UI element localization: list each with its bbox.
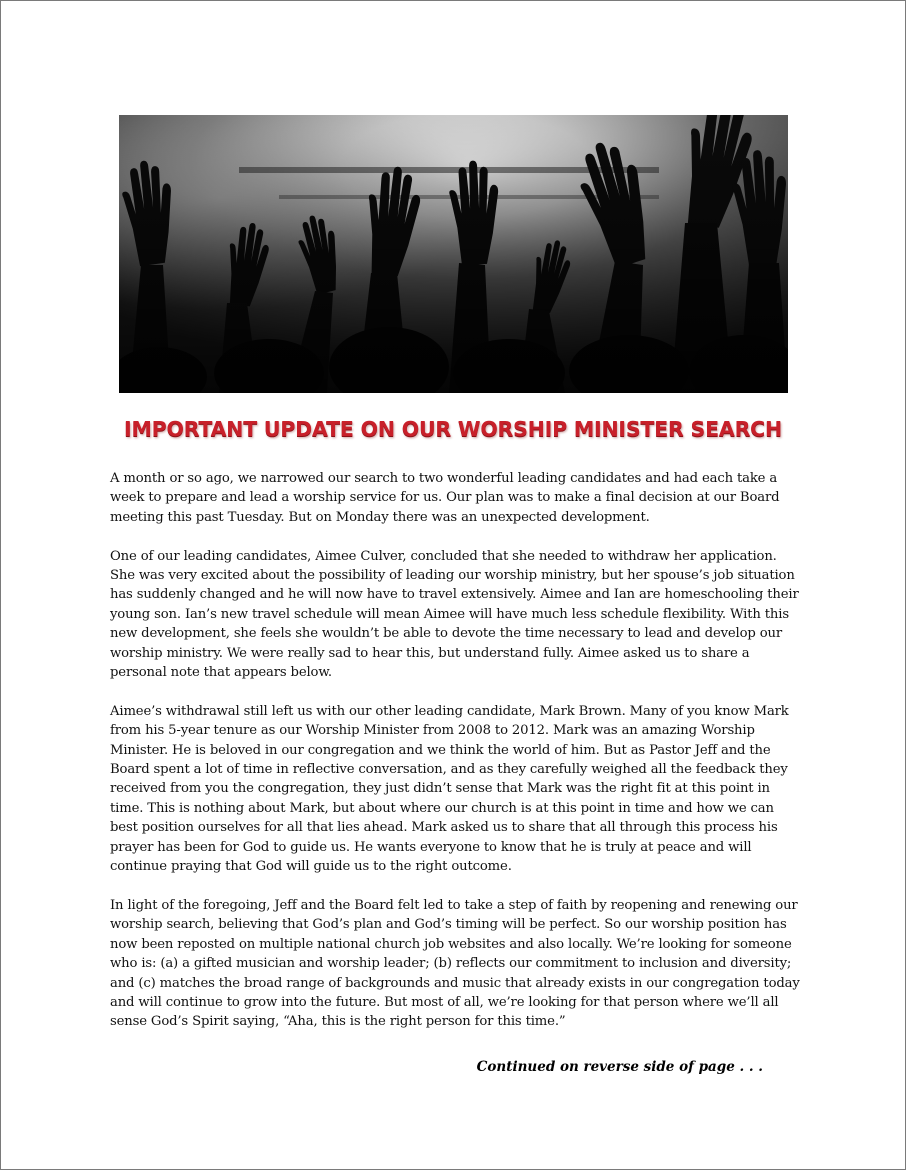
worship-hands-image <box>119 115 788 393</box>
paragraph: One of our leading candidates, Aimee Culver, concluded that she needed to withdraw her application. She was very excited about the possibility of leading our worship ministry, but her spouse’s job situation has suddenly changed and he will now have to travel extensively. Aimee and Ian are homeschooling their young son. Ian’s new travel schedule will mean Aimee will have much less schedule flexibility. With this new development, she feels she wouldn’t be able to devote the time necessary to lead and develop our worship ministry. We were really sad to hear this, but understand fully. Aimee asked us to share a personal note that appears below. <box>110 548 799 681</box>
paragraph: Aimee’s withdrawal still left us with our other leading candidate, Mark Brown. Many of you know Mark from his 5-year tenure as our Worship Minister from 2008 to 2012. Mark was an amazing Worship Minister. He is beloved in our congregation and we think the world of him. But as Pastor Jeff and the Board spent a lot of time in reflective conversation, and as they carefully weighed all the feedback they received from you the congregation, they just didn’t sense that Mark was the right fit at this point in time. This is nothing about Mark, but about where our church is at this point in time and how we can best position ourselves for all that lies ahead. Mark asked us to share that all through this process his prayer has been for God to guide us. He wants everyone to know that he is truly at peace and will continue praying that God will guide us to the right outcome. <box>110 703 789 875</box>
paragraph: In light of the foregoing, Jeff and the Board felt led to take a step of faith by reopening and renewing our worship search, believing that God’s plan and God’s timing will be perfect. So our worship position has now been reposted on multiple national church job websites and also locally. We’re looking for someone who is: (a) a gifted musician and worship leader; (b) reflects our commitment to inclusion and diversity; and (c) matches the broad range of backgrounds and music that already exists in our congregation today and will continue to grow into the future. But most of all, we’re looking for that person where we’ll all sense God’s Spirit saying, “Aha, this is the right person for this time.” <box>110 897 800 1030</box>
article-body <box>110 469 800 1051</box>
paragraph: A month or so ago, we narrowed our search to two wonderful leading candidates and had each take a week to prepare and lead a worship service for us. Our plan was to make a final decision at our Board meeting this past Tuesday. But on Monday there was an unexpected development. <box>110 471 780 525</box>
continued-note: Continued on reverse side of page . . . <box>476 1059 763 1075</box>
raised-hands-photo-icon <box>119 115 788 393</box>
page-title: IMPORTANT UPDATE ON OUR WORSHIP MINISTER SEARCH <box>124 417 782 441</box>
